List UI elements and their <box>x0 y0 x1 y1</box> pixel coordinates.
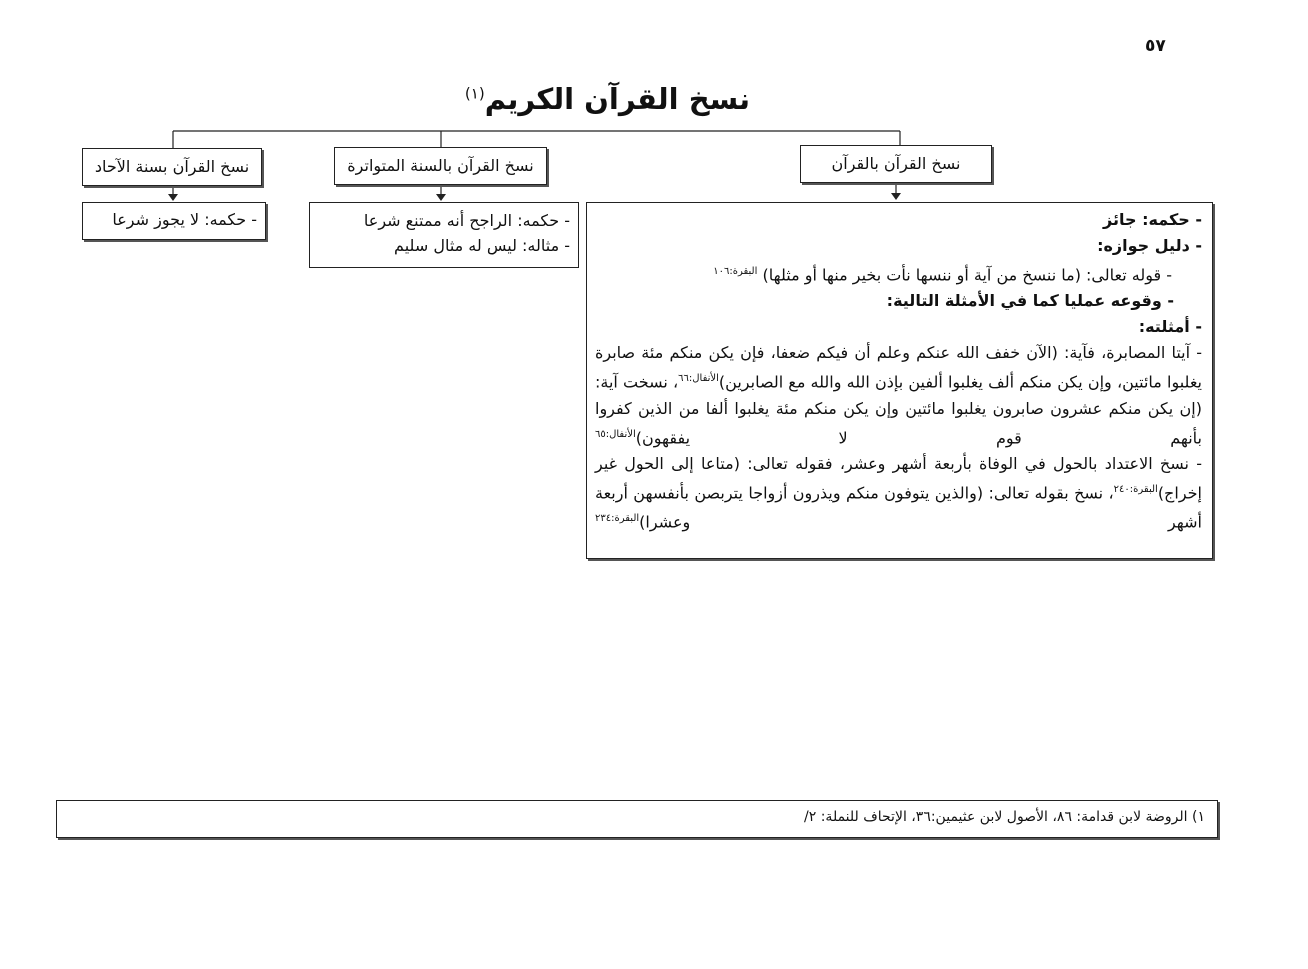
quran-example-musabara <box>595 340 1202 451</box>
quran-occurrence: - وقوعه عمليا كما في الأمثلة التالية: <box>886 291 1174 311</box>
mutawatir-ruling: - حكمه: الراجح أنه ممتنع شرعا <box>363 211 570 230</box>
branch-mutawatir-box: نسخ القرآن بالسنة المتواترة <box>334 147 547 185</box>
ahad-ruling: - حكمه: لا يجوز شرعا <box>112 210 257 229</box>
page-number: ٥٧ <box>1145 36 1166 56</box>
iddah-ref-2: البقرة:٢٣٤ <box>595 513 640 525</box>
ahad-detail-box <box>82 202 266 240</box>
quran-verse-line <box>595 259 1202 288</box>
branch-quran-box: نسخ القرآن بالقرآن <box>800 145 992 183</box>
arrow-mutawatir-detail <box>436 194 446 201</box>
iddah-abrogating-text: ، نسخ بقوله تعالى: (والذين يتوفون منكم ويذرون أزواجا يتربصن بأنفسهن أربعة أشهر وعشرا) <box>595 483 1202 532</box>
iddah-ref-1: البقرة:٢٤٠ <box>1113 483 1158 495</box>
musabara-text: - آيتا المصابرة، فآية: (الآن خفف الله عنكم وعلم أن فيكم ضعفا، فإن يكن منكم مئة صابرة يغلبوا مائتين، وإن يكن منكم ألف يغلبوا ألفين بإذن الله والله مع الصابرين) <box>595 343 1203 392</box>
page-title <box>464 82 750 116</box>
quran-examples-heading: - أمثلته: <box>1138 317 1202 337</box>
quran-verse-ref: البقرة:١٠٦ <box>713 266 758 277</box>
quran-verse-text: - قوله تعالى: (ما ننسخ من آية أو ننسها نأت بخير منها أو مثلها) <box>762 265 1172 285</box>
footnote: ١) الروضة لابن قدامة: ٨٦، الأصول لابن عثيمين:٣٦، الإتحاف للنملة: ٢/ <box>56 800 1218 838</box>
arrow-quran-detail <box>891 193 901 200</box>
title-note-marker: (١) <box>464 84 485 103</box>
quran-evidence-heading: - دليل جوازه: <box>1097 236 1202 255</box>
arrow-ahad-detail <box>168 194 178 201</box>
musabara-ref-1: الأنفال:٦٦ <box>678 373 719 385</box>
musabara-abrogated-text: ، نسخت آية: (إن يكن منكم عشرون صابرون يغلبوا مائتين وإن يكن منكم مئة يغلبوا ألفا من الذين كفروا بأنهم قوم لا يفقهون) <box>595 372 1202 447</box>
title-text: نسخ القرآن الكريم <box>484 82 750 116</box>
mutawatir-detail-box <box>309 202 579 268</box>
mutawatir-example: - مثاله: ليس له مثال سليم <box>394 236 570 255</box>
quran-ruling: - حكمه: جائز <box>1103 210 1202 229</box>
musabara-ref-2: الأنفال:٦٥ <box>595 428 636 440</box>
iddah-text: - نسخ الاعتداد بالحول في الوفاة بأربعة أشهر وعشر، فقوله تعالى: (متاعا إلى الحول غير إخراج) <box>595 453 1202 503</box>
quran-example-iddah <box>595 451 1202 536</box>
branch-ahad-box: نسخ القرآن بسنة الآحاد <box>82 148 262 186</box>
quran-detail-box <box>586 202 1213 559</box>
